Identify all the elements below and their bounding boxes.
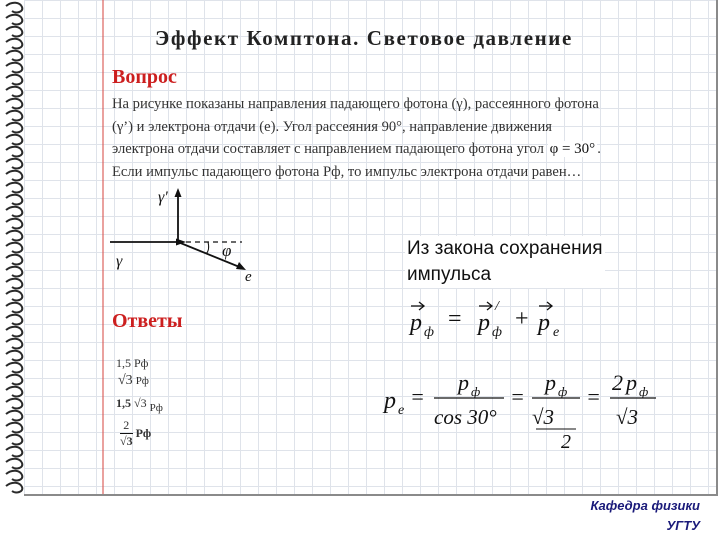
spiral-ring <box>6 435 22 445</box>
svg-text:p: p <box>538 310 550 336</box>
svg-text:p: p <box>545 370 556 395</box>
spiral-ring <box>6 387 22 397</box>
spiral-ring <box>6 75 22 85</box>
spiral-ring <box>6 255 22 265</box>
spiral-ring <box>6 99 22 109</box>
gamma-prime-label: γ' <box>158 189 168 206</box>
spiral-ring <box>6 315 22 325</box>
photon-diagram <box>106 180 266 290</box>
spiral-ring <box>6 111 22 121</box>
svg-text:p: p <box>478 310 490 336</box>
svg-text:+: + <box>515 306 529 332</box>
spiral-ring <box>6 3 22 13</box>
svg-text:cos 30°: cos 30° <box>434 405 497 429</box>
margin-line <box>102 0 104 494</box>
momentum-conservation-formula <box>400 296 600 346</box>
spiral-ring <box>6 159 22 169</box>
svg-text:ф: ф <box>424 325 434 340</box>
spiral-ring <box>6 459 22 469</box>
spiral-ring <box>6 279 22 289</box>
question-line: На рисунке показаны направления падающего фотона (γ), рассеянного фотона <box>112 96 599 112</box>
spiral-ring <box>6 183 22 193</box>
spiral-ring <box>6 267 22 277</box>
svg-text:/: / <box>495 299 499 314</box>
spiral-ring <box>6 231 22 241</box>
svg-text:=: = <box>448 306 462 332</box>
spiral-ring <box>6 39 22 49</box>
svg-text:ф: ф <box>471 384 481 399</box>
svg-text:2: 2 <box>612 370 623 395</box>
question-text <box>112 93 672 183</box>
question-line: (γ’) и электрона отдачи (e). Угол рассеяния 90°, направление движения <box>112 118 552 135</box>
spiral-ring <box>6 423 22 433</box>
svg-text:√3: √3 <box>532 405 555 429</box>
question-line: Если импульс падающего фотона Pф, то импульс электрона отдачи равен… <box>112 163 582 180</box>
phi-label: φ <box>222 241 232 260</box>
question-heading: Вопрос <box>112 66 177 88</box>
spiral-ring <box>6 207 22 217</box>
svg-text:p: p <box>626 370 637 395</box>
spiral-ring <box>6 15 22 25</box>
spiral-ring <box>6 375 22 385</box>
answer-option-1[interactable]: 1,5 Pф <box>116 356 149 370</box>
angle-arc <box>206 242 209 254</box>
slide-title: Эффект Комптона. Световое давление <box>155 26 573 50</box>
electron-momentum-formula <box>380 366 680 456</box>
svg-text:e: e <box>553 325 560 340</box>
svg-text:=: = <box>410 384 425 409</box>
answer-option-3[interactable]: 1,5 √3 Pф <box>116 396 163 414</box>
electron-label: e <box>245 269 252 285</box>
spiral-ring <box>6 483 22 493</box>
spiral-ring <box>6 135 22 145</box>
answer-option-4[interactable]: $\frac{2}{√3}$ Pф <box>120 418 152 448</box>
svg-text:=: = <box>510 384 525 409</box>
svg-text:e: e <box>398 403 405 418</box>
arrowhead-icon <box>175 188 182 197</box>
spiral-ring <box>6 195 22 205</box>
spiral-ring <box>6 447 22 457</box>
spiral-ring <box>6 171 22 181</box>
gamma-label: γ <box>116 253 123 270</box>
spiral-ring <box>6 243 22 253</box>
conservation-note: Из закона сохранения импульса <box>405 236 605 288</box>
svg-text:p: p <box>410 310 422 336</box>
spiral-ring <box>6 351 22 361</box>
spiral-ring <box>6 87 22 97</box>
footer-credit: Кафедра физики УГТУ <box>590 498 700 533</box>
spiral-ring <box>6 27 22 37</box>
question-line: электрона отдачи составляет с направлением падающего фотона угол φ = 30° . <box>112 141 601 157</box>
angle-value: φ = 30° <box>549 141 596 157</box>
spiral-ring <box>6 411 22 421</box>
answers-heading: Ответы <box>112 310 183 332</box>
spiral-ring <box>6 291 22 301</box>
svg-text:2: 2 <box>561 431 571 453</box>
spiral-ring <box>6 63 22 73</box>
svg-text:√3: √3 <box>616 405 639 429</box>
spiral-ring <box>6 327 22 337</box>
svg-text:=: = <box>586 384 601 409</box>
answer-option-2[interactable]: √3 Pф <box>118 373 149 388</box>
svg-text:p: p <box>458 370 469 395</box>
spiral-binding <box>2 0 26 494</box>
svg-text:p: p <box>384 388 396 414</box>
spiral-ring <box>6 399 22 409</box>
spiral-ring <box>6 219 22 229</box>
spiral-ring <box>6 363 22 373</box>
electron-arrow <box>178 242 242 268</box>
spiral-ring <box>6 303 22 313</box>
spiral-ring <box>6 339 22 349</box>
svg-text:ф: ф <box>492 325 502 340</box>
svg-text:ф: ф <box>639 384 649 399</box>
svg-text:ф: ф <box>558 384 568 399</box>
spiral-ring <box>6 147 22 157</box>
spiral-ring <box>6 51 22 61</box>
spiral-ring <box>6 471 22 481</box>
spiral-ring <box>6 123 22 133</box>
